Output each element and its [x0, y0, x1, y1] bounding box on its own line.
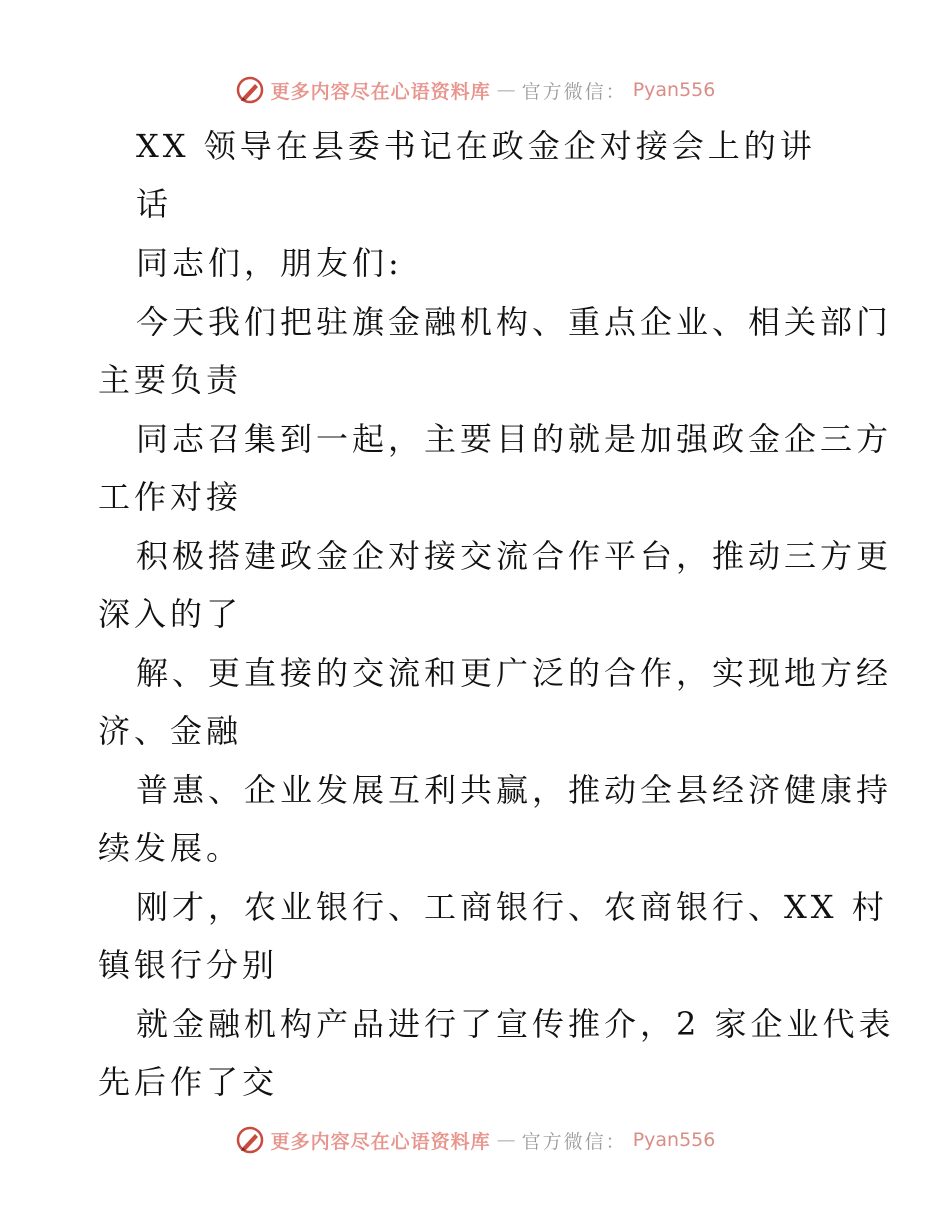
watermark-promo-text: 更多内容尽在心语资料库	[270, 1130, 491, 1153]
paragraph-line: 济、金融	[98, 712, 243, 750]
watermark-separator: —	[496, 1129, 516, 1151]
paragraph-line: 主要负责	[98, 361, 243, 399]
paragraph-line: 积极搭建政金企对接交流合作平台，推动三方更	[136, 537, 893, 575]
paragraph-line: 续发展。	[98, 829, 243, 867]
paragraph-line: 深入的了	[98, 595, 243, 633]
header-watermark	[0, 70, 950, 110]
paragraph-line: 镇银行分别	[98, 946, 279, 984]
paragraph-line: 同志召集到一起，主要目的就是加强政金企三方	[136, 420, 893, 458]
paragraph-line: 工作对接	[98, 478, 243, 516]
salutation-line: 同志们，朋友们:	[136, 244, 403, 282]
paragraph-line: 普惠、企业发展互利共赢，推动全县经济健康持	[136, 771, 893, 809]
pen-logo-icon	[235, 75, 265, 105]
paragraph-line: 先后作了交	[98, 1063, 279, 1101]
pen-logo-icon	[235, 1125, 265, 1155]
watermark-wechat-id: Pyan556	[632, 79, 716, 101]
watermark-separator: —	[496, 79, 516, 101]
footer-watermark	[0, 1120, 950, 1160]
document-title-line-2: 话	[136, 185, 173, 223]
watermark-wechat-id: Pyan556	[632, 1129, 716, 1151]
paragraph-line: 就金融机构产品进行了宣传推介，2 家企业代表	[136, 1005, 895, 1043]
paragraph-line: 解、更直接的交流和更广泛的合作，实现地方经	[136, 654, 893, 692]
watermark-wechat-label: 官方微信：	[521, 1130, 627, 1153]
paragraph-line: 今天我们把驻旗金融机构、重点企业、相关部门	[136, 303, 893, 341]
document-title-line-1: XX 领导在县委书记在政金企对接会上的讲	[136, 127, 816, 165]
watermark-promo-text: 更多内容尽在心语资料库	[270, 80, 491, 103]
paragraph-line: 刚才，农业银行、工商银行、农商银行、XX 村	[136, 888, 888, 926]
watermark-wechat-label: 官方微信：	[521, 80, 627, 103]
